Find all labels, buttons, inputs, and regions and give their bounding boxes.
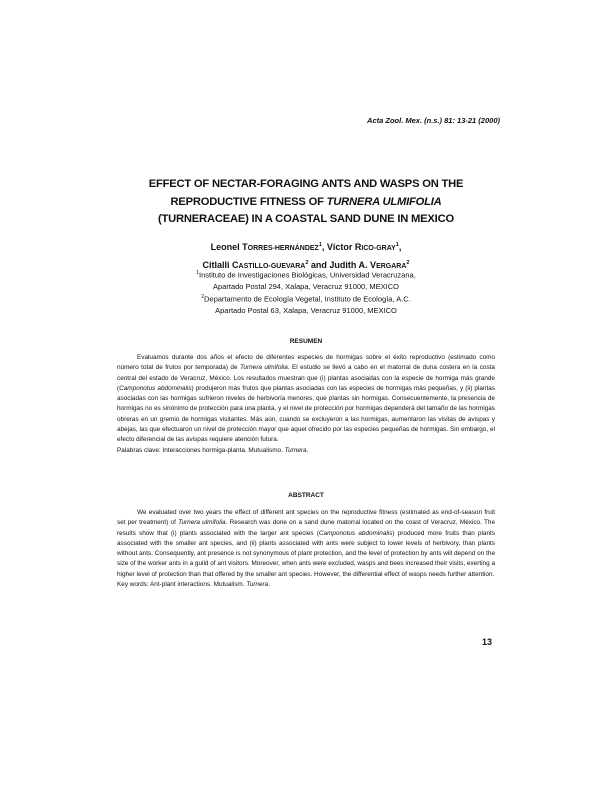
abstract-text: We evaluated over two years the effect of different ant species on the reproductive fitness (estimated as end-of-season fruit set per treatment) of Turnera ulmifolia. Research was done on a sand dune matorral located on the coast of Veracruz, México. The results show that (i) plants associated with the larger ant species (Camponotus abdominalis) produced more fruits than plants associated with the smaller ant species, and (ii) plants associated with ants were subject to lower levels of herbivory, than plants without ants. Consequently, ant presence is not synonymous of plant protection, and the level of protection by ants will depend on the size of the worker ants in a guild of ant visitors. Moreover, when ants were excluded, wasps and bees increased their visits, exerting a higher level of protection than that offered by the smaller ant species. However, the differential effect of wasps needs further attention. xyxy=(117,509,495,578)
author-line-1: Leonel TORRES-HERNÁNDEZ$^1$, Víctor RICO-GRAY$^1$, xyxy=(210,242,402,252)
resumen-section xyxy=(117,353,495,456)
abstract-keywords: Key words: Ant-plant interactions. Mutualism. Turnera. xyxy=(117,581,270,589)
resumen-heading: RESUMEN xyxy=(289,338,323,345)
page-number: 13 xyxy=(481,637,492,647)
abstract-section xyxy=(117,508,495,590)
title-line-2-text: REPRODUCTIVE FITNESS OF xyxy=(170,195,327,208)
author-line-2: Citlalli CASTILLO-GUEVARA$^2$ and Judith A. VERGARA$^2$ xyxy=(202,260,410,270)
affiliation-2-line-1: $^2$Departamento de Ecología Vegetal, Instituto de Ecología, A.C. xyxy=(201,293,411,304)
affiliation-2-line-2: Apartado Postal 63, Xalapa, Veracruz 91000, MEXICO xyxy=(215,305,397,315)
title-line-1: EFFECT OF NECTAR-FORAGING ANTS AND WASPS ON THE xyxy=(148,178,464,190)
journal-citation: Acta Zool. Mex. (n.s.) 81: 13-21 (2000) xyxy=(367,116,500,125)
title-line-3: (TURNERACEAE) IN A COASTAL SAND DUNE IN MEXICO xyxy=(158,213,454,225)
author-2: Víctor RICO-GRAY$^1$ xyxy=(326,242,399,252)
abstract-heading: ABSTRACT xyxy=(288,492,324,499)
resumen-text: Evaluamos durante dos años el efecto de diferentes especies de hormigas sobre el éxito reproductivo (estimado como número total de frutos por temporada) de Turnera ulmifolia. El estudio se llevó a cabo en el matorral de duna costera en la costa central del estado de Veracruz, México. Los resultados muestran que (i) plantas asociadas con la especie de hormiga más grande (Camponotus abdominalis) produjeron más frutos que plantas asociadas con las especies de hormigas más pequeñas, y (ii) plantas asociadas con las hormigas sufrieron niveles de herbivoría menores, que plantas sin hormigas. Consecuentemente, la presencia de hormigas no es sinónimo de protección para una planta, y el nivel de protección por hormigas dependerá del tamaño de las hormigas obreras en un gremio de hormigas visitantes. Más aún, cuando se excluyeron a las hormigas, aumentaron las visitas de avispas y abejas, las que efectuaron un nivel de protección mayor que aquel ofrecido por las especies pequeñas de hormigas. Sin embargo, el efecto diferencial de las avispas requiere atención futura. xyxy=(117,354,495,444)
title-species-name: TURNERA ULMIFOLIA xyxy=(326,195,442,208)
author-1: Leonel TORRES-HERNÁNDEZ$^1$ xyxy=(210,242,322,252)
affiliation-1-line-1: $^1$Instituto de Investigaciones Biológicas, Universidad Veracruzana, xyxy=(196,270,416,280)
affiliations xyxy=(100,268,512,316)
title-line-2 xyxy=(100,194,512,212)
author-3: Citlalli CASTILLO-GUEVARA$^2$ xyxy=(202,260,309,270)
paper-title xyxy=(100,176,512,229)
author-4: Judith A. VERGARA$^2$ xyxy=(329,260,410,270)
resumen-keywords: Palabras clave: Interacciones hormiga-planta. Mutualismo. Turnera. xyxy=(117,446,309,454)
affiliation-1-line-2: Apartado Postal 294, Xalapa, Veracruz 91000, MEXICO xyxy=(213,281,399,291)
